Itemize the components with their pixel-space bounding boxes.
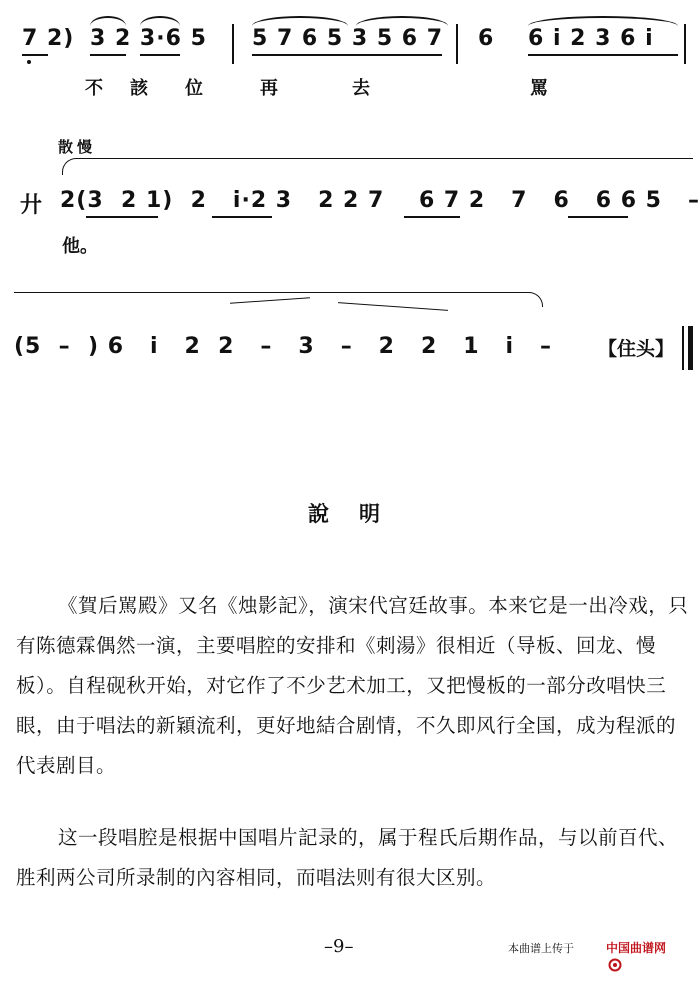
notes-segment: (5 – ) 6 i 2 2 – 3 – 2 2 1 i – bbox=[14, 334, 553, 359]
underline bbox=[568, 216, 628, 218]
lyric: 不 bbox=[85, 78, 103, 99]
lyric: 位 bbox=[185, 78, 203, 99]
lyric: 該 bbox=[130, 78, 148, 99]
end-mark: 【住头】 bbox=[598, 338, 675, 360]
underline bbox=[212, 216, 272, 218]
underline bbox=[22, 54, 48, 56]
underline bbox=[252, 54, 442, 56]
underline bbox=[140, 54, 180, 56]
final-barline-thick bbox=[688, 326, 693, 370]
slur bbox=[140, 16, 180, 26]
site-brand-link[interactable]: 中国曲谱网 bbox=[606, 941, 667, 955]
phrase-slur bbox=[62, 158, 693, 175]
final-barline-thin bbox=[682, 326, 684, 370]
notes-segment: 2(3 2 1) 2 i·2 3 2 2 7 6 7 2 7 6 6 6 5 – bbox=[60, 188, 700, 213]
notes-segment: 3 2 3·6 5 bbox=[90, 26, 207, 51]
barline bbox=[684, 24, 686, 64]
underline bbox=[90, 54, 126, 56]
underline bbox=[86, 216, 158, 218]
site-logo-icon bbox=[588, 938, 602, 952]
notes-segment: 5 7 6 5 3 5 6 7 bbox=[252, 26, 444, 51]
upload-note: 本曲谱上传于 bbox=[508, 942, 574, 955]
underline bbox=[528, 54, 678, 56]
slur bbox=[252, 16, 348, 26]
section-title: 說明 bbox=[308, 501, 410, 526]
lyric: 去 bbox=[352, 78, 370, 99]
barline bbox=[232, 24, 234, 64]
tempo-mark: 散慢 bbox=[58, 138, 97, 156]
notes-segment: 6 i 2 3 6 i bbox=[528, 26, 654, 51]
notes-segment: 6 bbox=[478, 26, 495, 51]
low-octave-dot bbox=[27, 60, 31, 64]
barline bbox=[456, 24, 458, 64]
lyric: 罵 bbox=[530, 78, 548, 99]
paragraph: 这一段唱腔是根据中国唱片記录的，属于程氏后期作品，与以前百代、胜利两公司所录制的內容相同，而唱法则有很大区别。 bbox=[16, 826, 679, 889]
lyric: 再 bbox=[260, 78, 278, 99]
paragraph: 《賀后駡殿》又名《烛影記》，演宋代宫廷故事。本来它是一出冷戏，只有陈德霖偶然一演，主要唱腔的安排和《刺湯》很相近（导板、回龙、慢板）。自程砚秋开始，对它作了不少艺术加工，又把慢板的一部分改唱快三眼，由于唱法的新穎流利，更好地結合剧情，不久即风行全国，成为程派的代表剧目。 bbox=[16, 594, 689, 777]
notes-segment: 7 2) bbox=[22, 26, 75, 51]
line-lead: 廾 bbox=[20, 193, 44, 218]
slur bbox=[528, 16, 678, 26]
lyric: 他。 bbox=[62, 236, 98, 257]
underline bbox=[404, 216, 460, 218]
page-number: –9– bbox=[324, 936, 354, 957]
slur bbox=[90, 16, 126, 26]
slur bbox=[356, 16, 448, 26]
